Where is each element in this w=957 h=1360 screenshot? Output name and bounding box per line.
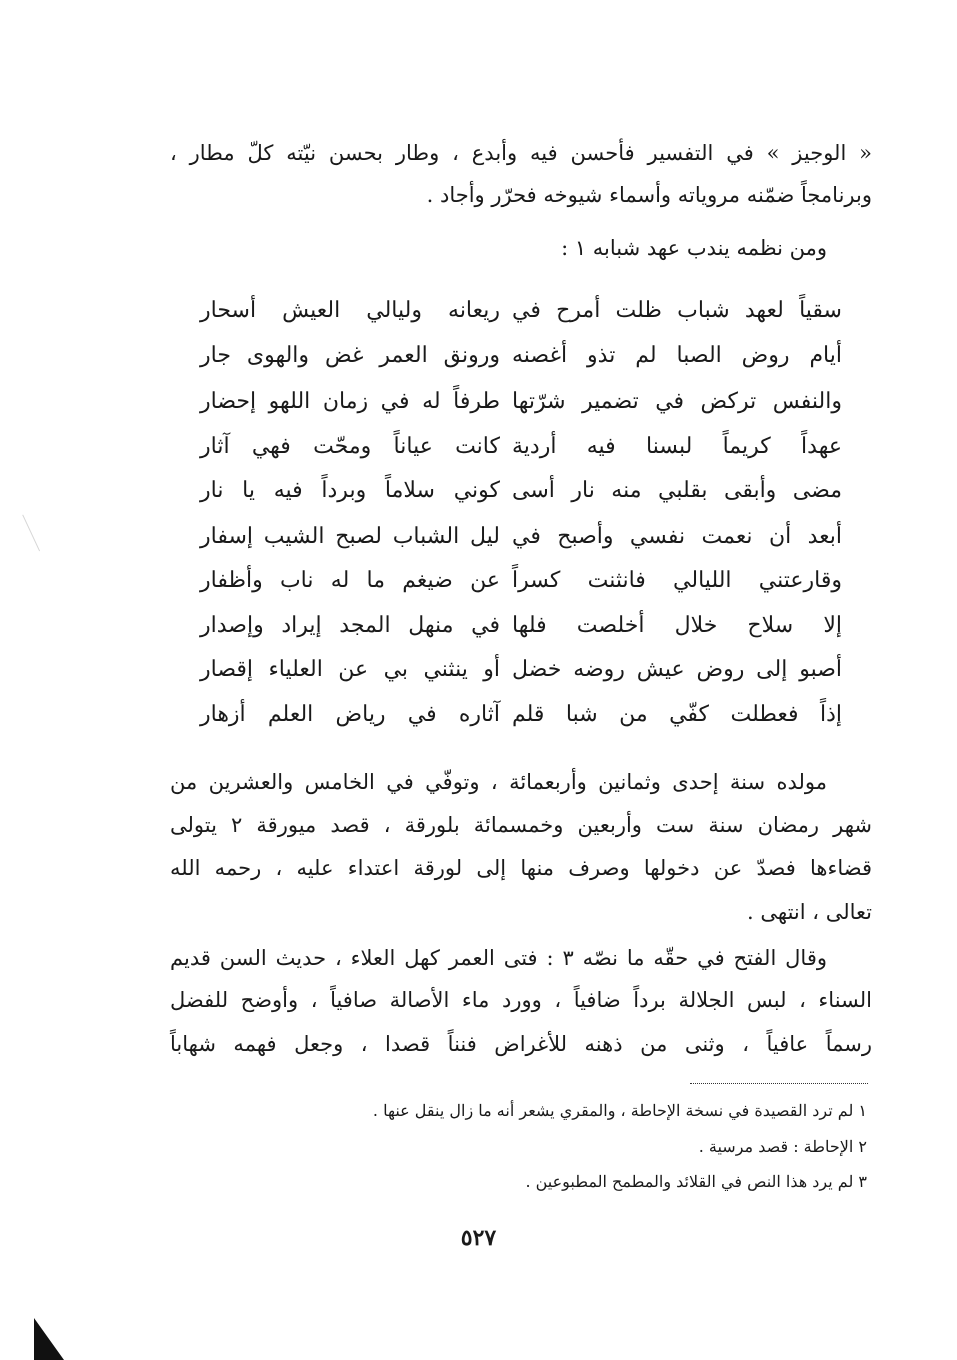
verse-2-second-hemistich: ورونق العمر غض والهوى جار: [200, 343, 500, 368]
footnote-1: ١ لم ترد القصيدة في نسخة الإحاطة ، والمقري يشعر أنه ما زال ينقل عنها .: [372, 1101, 867, 1120]
verse-3-first-hemistich: والنفس تركض في تضمير شرّتها: [512, 389, 842, 414]
verse-9-first-hemistich: أصبو إلى روض عيش روضه خضل: [512, 657, 842, 682]
verse-7-second-hemistich: عن ضيغم ما له ناب وأظفار: [200, 568, 500, 593]
paragraph-2-line-2: شهر رمضان سنة ست وأربعين وخمسمائة بلورقة ، قصد ميورقة ٢ يتولى: [170, 813, 872, 837]
footnote-3: ٣ لم يرد هذا النص في القلائد والمطمح المطبوعين .: [525, 1172, 867, 1191]
paragraph-2-line-3: قضاءها فصدّ عن دخولها وصرف منها إلى لورقة اعتداء عليه ، رحمه الله: [170, 856, 872, 880]
verse-9-second-hemistich: أو ينثني بي عن العلياء إقصار: [200, 657, 500, 682]
verse-5-first-hemistich: مضى وأبقى بقلبي منه نار أسى: [512, 478, 842, 503]
footnote-separator: [690, 1083, 868, 1084]
verse-1-second-hemistich: ريعانه وليالي العيش أسحار: [200, 298, 500, 323]
verse-2-first-hemistich: أيام روض الصبا لم تذو أغصنه: [512, 343, 842, 368]
verse-4-first-hemistich: عهداً كريماً لبسنا فيه أردية: [512, 434, 842, 459]
verse-4-second-hemistich: كانت عياناً ومحّت فهي آثار: [200, 434, 500, 459]
verse-6-first-hemistich: أبعد أن نعمت نفسي وأصبح في: [512, 524, 842, 549]
verse-3-second-hemistich: طرفاً له في زمان اللهو إحضار: [200, 389, 500, 414]
verse-6-second-hemistich: ليل الشباب لصبح الشيب إسفار: [200, 524, 500, 549]
scan-smudge: [22, 509, 52, 552]
verse-5-second-hemistich: كوني سلاماً وبرداً فيه يا نار: [200, 478, 500, 503]
paragraph-1-line-1: « الوجيز » في التفسير فأحسن فيه وأبدع ، وطار بحسن نيّته كلّ مطار ،: [170, 141, 872, 165]
verse-10-second-hemistich: آثاره في رياض العلم أزهار: [200, 702, 500, 727]
paragraph-3-line-3: رسماً عافياً ، وثنى من ذهنه للأغراض فنناً قصدا ، وجعل فهمه شهاباً: [170, 1032, 872, 1056]
paragraph-3-line-2: السناء ، لبس الجلالة برداً ضافياً ، وورد ماء الأصالة صافياً ، وأوضح للفضل: [170, 988, 872, 1012]
poem-intro: ومن نظمه يندب عهد شبابه ١ :: [561, 236, 827, 260]
paragraph-3-line-1: وقال الفتح في حقّه ما نصّه ٣ : فتى العمر كهل العلاء ، حديث السن قديم: [170, 946, 827, 970]
verse-1-first-hemistich: سقياً لعهد شباب ظلت أمرح في: [512, 298, 842, 323]
verse-7-first-hemistich: وقارعتني الليالي فانثنت كسراً: [512, 568, 842, 593]
page-number: ٥٢٧: [460, 1225, 497, 1251]
verse-8-second-hemistich: في منهل المجد إيراد وإصدار: [200, 613, 500, 638]
verse-10-first-hemistich: إذاً فعطلت كفّي من شبا قلم: [512, 702, 842, 727]
paragraph-2-line-1: مولده سنة إحدى وثمانين وأربعمائة ، وتوفّي في الخامس والعشرين من: [170, 770, 827, 794]
scan-corner-mark: [34, 1318, 64, 1360]
verse-8-first-hemistich: إلا سلاح خلال أخلصت فلها: [512, 613, 842, 638]
footnote-2: ٢ الإحاطة : قصد مرسية .: [698, 1137, 867, 1156]
paragraph-2-line-4: تعالى ، انتهى .: [747, 900, 872, 924]
paragraph-1-line-2: وبرنامجاً ضمّنه مروياته وأسماء شيوخه فحرّر وأجاد .: [426, 183, 872, 207]
